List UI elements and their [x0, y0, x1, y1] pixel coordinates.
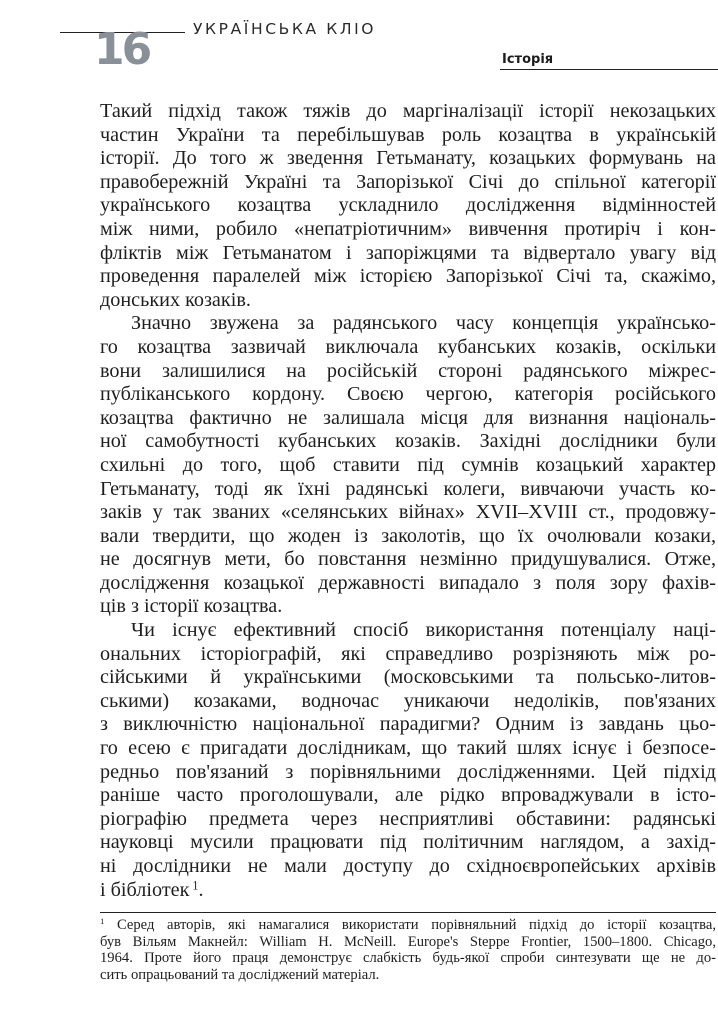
text-line: між ними, робило «непатріотичним» вивчення протиріч і кон-	[100, 217, 716, 240]
footnote-line: був Вільям Макнейл: William H. McNeill. Europe's Steppe Frontier, 1500–1800. Chicago,	[100, 933, 716, 950]
text-line: історії. До того ж зведення Гетьманату, козацьких формувань на	[100, 147, 716, 170]
footnote-line: сить опрацьований та досліджений матеріал.	[100, 966, 380, 983]
text-line: Значно звужена за радянського часу концепція українсько-	[131, 312, 716, 335]
text-line: козацтва фактично не залишала місця для визнання національ-	[100, 406, 716, 429]
footnote-marker: 1	[100, 916, 105, 927]
footnote-reference[interactable]: 1	[189, 877, 199, 892]
text-line: Чи існує ефективний спосіб використання потенціалу наці-	[131, 619, 716, 642]
footnote-separator	[100, 912, 716, 913]
text-line: Гетьманату, тоді як їхні радянські колеги, вивчаючи участь ко-	[100, 477, 716, 500]
text-line: українського козацтва ускладнило дослідження відмінностей	[100, 194, 716, 217]
page-number: 16	[94, 24, 150, 75]
text-line: дослідження козацької державності випадало з поля зору фахів-	[100, 571, 716, 594]
text-line: ональних історіографій, які справедливо розрізняють між ро-	[100, 642, 716, 665]
text-line: ної самобутності кубанських козаків. Західні дослідники були	[100, 430, 716, 453]
text-line: фліктів між Гетьманатом і запоріжцями та відвертало увагу від	[100, 241, 716, 264]
paragraph-1	[100, 100, 716, 312]
text-line: ців з історії козацтва.	[100, 595, 283, 618]
text-line: публіканського кордону. Своєю чергою, категорія російського	[100, 383, 716, 406]
text-line: ріографію предмета через несприятливі обставини: радянські	[100, 807, 716, 830]
text-line: вали твердити, що жоден із заколотів, що їх очолювали козаки,	[100, 524, 716, 547]
text-line: донських козаків.	[100, 288, 251, 311]
text-line: сійськими й українськими (московськими та польсько-литов-	[100, 666, 716, 689]
text-line: раніше часто проголошували, але рідко впроваджували в істо-	[100, 784, 716, 807]
text-line: правобережній Україні та Запорізької Січі до спільної категорії	[100, 170, 716, 193]
text-line: частин України та перебільшував роль козацтва в українській	[100, 123, 716, 146]
body-text	[100, 100, 716, 902]
text-line: проведення паралелей між історією Запорізької Січі та, скажімо,	[100, 265, 716, 288]
paragraph-3	[100, 619, 716, 902]
journal-title: УКРАЇНСЬКА КЛІО	[193, 20, 377, 38]
text-line: схильні до того, щоб ставити під сумнів козацький характер	[100, 453, 716, 476]
text-line: вони залишилися на російській стороні радянського міжрес-	[100, 359, 716, 382]
footnote-line: 1964. Проте його праця демонструє слабкість будь-якої спроби синтезувати ще не до-	[100, 950, 716, 966]
text-line: редньо пов'язаний з порівняльними дослідженнями. Цей підхід	[100, 760, 716, 783]
text-line: Такий підхід також тяжів до маргіналізації історії некозацьких	[100, 100, 716, 122]
paragraph-2	[100, 312, 716, 619]
text-line: го есею є пригадати дослідникам, що такий шлях існує і безпосе-	[100, 737, 716, 760]
text-line: ні дослідники не мали доступу до східноєвропейських архівів	[100, 855, 716, 877]
header-rule-right	[500, 69, 718, 70]
text-line: науковці мусили працювати під політичним наглядом, а захід-	[100, 831, 716, 854]
text-line: заків у так званих «селянських війнах» XVII–XVIII ст., продовжу-	[100, 501, 716, 524]
text-line: не досягнув мети, бо повстання незмінно придушувалися. Отже,	[100, 548, 716, 571]
text-line: з виключністю національної парадигми? Одним із завдань цьо-	[100, 713, 716, 736]
footnote-line: $^1$ Серед авторів, які намагалися використати порівняльний підхід до історії козацтва,	[100, 916, 716, 933]
text-line: ськими) козаками, водночас уникаючи недоліків, пов'язаних	[100, 689, 716, 712]
text-line: і бібліотек $^1$.	[100, 877, 204, 901]
footnote	[100, 917, 716, 983]
section-title: Історія	[502, 52, 554, 67]
text-line: го козацтва зазвичай виключала кубанських козаків, оскільки	[100, 335, 716, 358]
